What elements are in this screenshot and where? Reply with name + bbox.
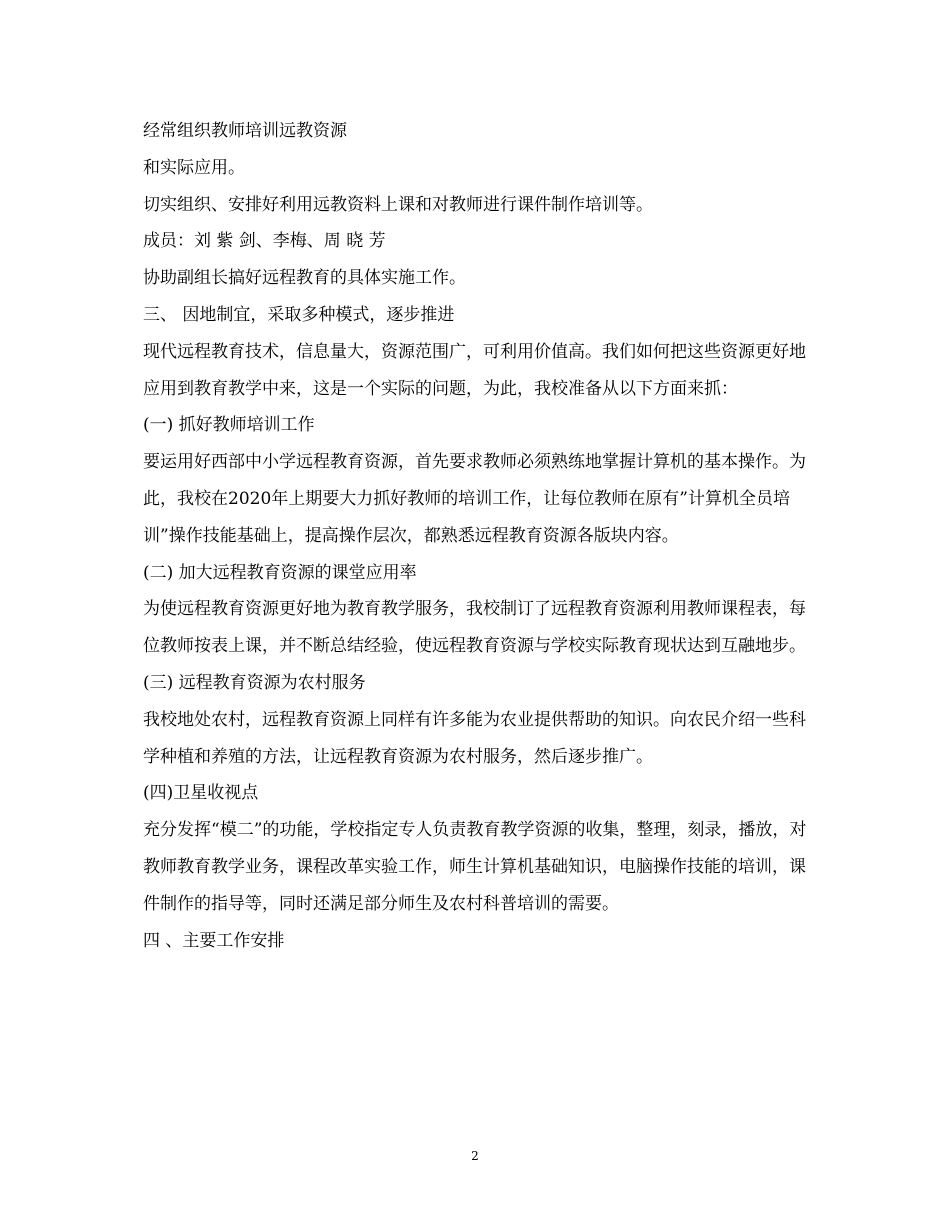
section-heading: 三、 因地制宜，采取多种模式，逐步推进: [143, 304, 455, 325]
paragraph: 要运用好西部中小学远程教育资源，首先要求教师必须熟练地掌握计算机的基本操作。为此，我校在2020年上期要大力抓好教师的培训工作，让每位教师在原有”计算机全员培训”操作技能基础上，提高操作层次，都熟悉远程教育资源各版块内容。: [143, 452, 806, 546]
paragraph: 切实组织、安排好利用远教资料上课和对教师进行课件制作培训等。: [143, 194, 653, 215]
subsection-heading: (四)卫星收视点: [143, 783, 259, 804]
paragraph: 充分发挥“模二”的功能，学校指定专人负责教育教学资源的收集，整理，刻录，播放，对教师教育教学业务，课程改革实验工作，师生计算机基础知识，电脑操作技能的培训，课件制作的指导等，同时还满足部分师生及农村科普培训的需要。: [143, 820, 807, 914]
paragraph: 现代远程教育技术，信息量大，资源范围广，可利用价值高。我们如何把这些资源更好地应用到教育教学中来，这是一个实际的问题，为此，我校准备从以下方面来抓：: [143, 341, 806, 399]
subsection-heading: (二) 加大远程教育资源的课堂应用率: [143, 562, 417, 583]
subsection-heading: (三) 远程教育资源为农村服务: [143, 672, 366, 693]
paragraph: 我校地处农村，远程教育资源上同样有许多能为农业提供帮助的知识。向农民介绍一些科学种植和养殖的方法，让远程教育资源为农村服务，然后逐步推广。: [143, 709, 806, 767]
document-body: [143, 113, 808, 959]
subsection-heading: (一) 抓好教师培训工作: [143, 415, 315, 436]
paragraph: 经常组织教师培训远教资源: [143, 121, 347, 141]
paragraph: 和实际应用。: [143, 157, 245, 178]
paragraph: 协助副组长搞好远程教育的具体实施工作。: [143, 268, 466, 289]
page-number: 2: [471, 1149, 479, 1163]
paragraph: 为使远程教育资源更好地为教育教学服务，我校制订了远程教育资源利用教师课程表，每位教师按表上课，并不断总结经验，使远程教育资源与学校实际教育现状达到互融地步。: [143, 599, 806, 657]
paragraph: 成员：刘 紫 剑、李梅、周 晓 芳: [143, 231, 386, 252]
section-heading: 四 、主要工作安排: [143, 930, 285, 951]
